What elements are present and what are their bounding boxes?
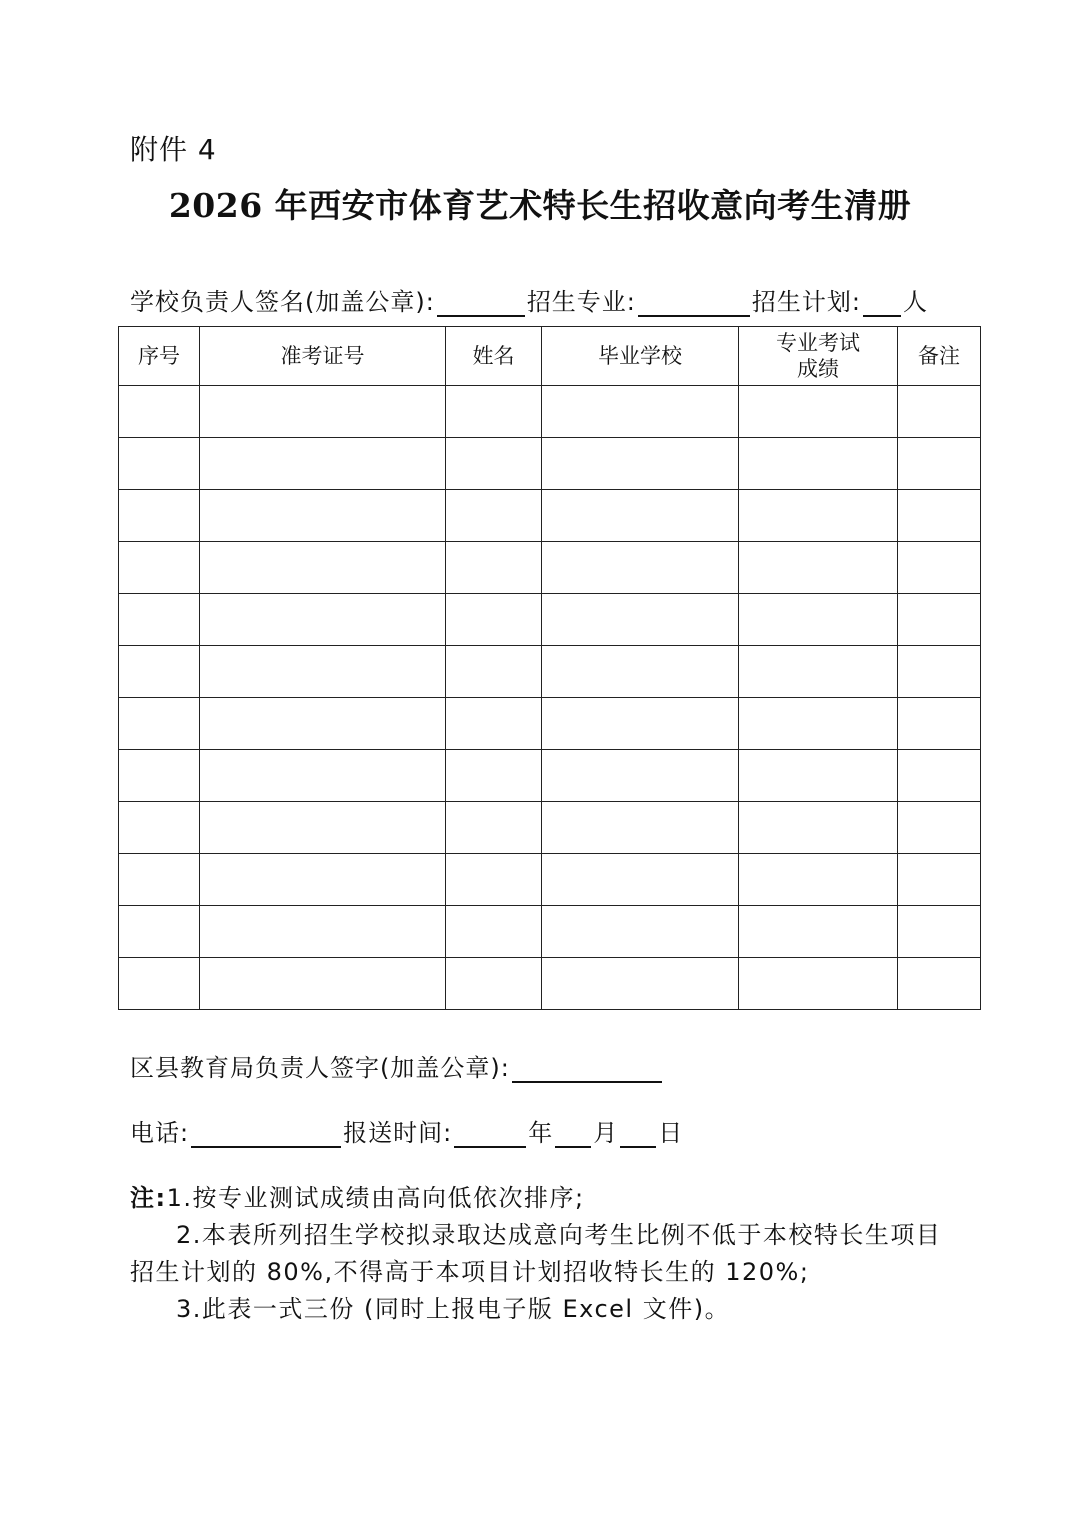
table-cell[interactable] [446,958,542,1010]
table-cell[interactable] [119,802,200,854]
table-body [119,386,981,1010]
plan-blank[interactable] [863,289,901,317]
note-item-3: 3.此表一式三份 (同时上报电子版 Excel 文件)。 [176,1295,731,1323]
table-cell[interactable] [739,698,898,750]
principal-signature-blank[interactable] [437,289,525,317]
note-item-2-line-1: 2.本表所列招生学校拟录取达成意向考生比例不低于本校特长生项目 [176,1221,942,1249]
table-cell[interactable] [119,646,200,698]
table-cell[interactable] [446,490,542,542]
table-cell[interactable] [200,802,446,854]
note-item-1 [130,1180,941,1217]
col-header-serial: 序号 [119,327,200,386]
table-row [119,906,981,958]
table-cell[interactable] [542,958,739,1010]
table-cell[interactable] [739,802,898,854]
table-cell[interactable] [446,802,542,854]
table-cell[interactable] [739,906,898,958]
table-cell[interactable] [898,438,981,490]
table-cell[interactable] [446,594,542,646]
year-label: 年 [528,1119,554,1147]
school-signature-row [130,282,928,317]
table-cell[interactable] [542,594,739,646]
table-cell[interactable] [898,854,981,906]
table-row [119,490,981,542]
table-cell[interactable] [446,854,542,906]
table-cell[interactable] [739,542,898,594]
table-cell[interactable] [542,438,739,490]
bureau-signature-label: 区县教育局负责人签字(加盖公章): [130,1054,510,1082]
table-cell[interactable] [898,542,981,594]
table-cell[interactable] [739,386,898,438]
table-cell[interactable] [200,698,446,750]
table-cell[interactable] [200,542,446,594]
table-cell[interactable] [898,802,981,854]
col-header-remarks: 备注 [898,327,981,386]
day-blank[interactable] [620,1120,656,1148]
major-blank[interactable] [638,289,750,317]
table-cell[interactable] [542,646,739,698]
table-cell[interactable] [542,698,739,750]
table-cell[interactable] [542,542,739,594]
table-row [119,542,981,594]
table-cell[interactable] [739,750,898,802]
table-cell[interactable] [446,542,542,594]
table-cell[interactable] [200,854,446,906]
table-row [119,386,981,438]
table-cell[interactable] [119,386,200,438]
table-cell[interactable] [898,906,981,958]
table-cell[interactable] [446,906,542,958]
table-cell[interactable] [119,698,200,750]
table-cell[interactable] [200,594,446,646]
table-cell[interactable] [446,750,542,802]
table-cell[interactable] [200,386,446,438]
bureau-signature-blank[interactable] [512,1055,662,1083]
table-cell[interactable] [119,438,200,490]
table-row [119,750,981,802]
table-cell[interactable] [119,542,200,594]
table-cell[interactable] [200,750,446,802]
table-cell[interactable] [898,646,981,698]
table-cell[interactable] [446,386,542,438]
month-label: 月 [593,1119,619,1147]
table-cell[interactable] [542,906,739,958]
table-row [119,802,981,854]
table-cell[interactable] [119,750,200,802]
day-label: 日 [658,1119,684,1147]
table-cell[interactable] [119,594,200,646]
plan-unit: 人 [903,288,928,316]
attachment-label: 附件 4 [130,133,217,166]
table-cell[interactable] [200,490,446,542]
table-cell[interactable] [898,490,981,542]
col-header-ticket-number: 准考证号 [200,327,446,386]
table-cell[interactable] [739,854,898,906]
table-cell[interactable] [898,698,981,750]
table-cell[interactable] [739,438,898,490]
table-cell[interactable] [542,490,739,542]
table-cell[interactable] [898,386,981,438]
table-cell[interactable] [739,490,898,542]
col-header-name: 姓名 [446,327,542,386]
note-item-2-line-2: 招生计划的 80%,不得高于本项目计划招收特长生的 120%; [130,1258,810,1286]
table-cell[interactable] [446,438,542,490]
table-cell[interactable] [739,958,898,1010]
notes-section [130,1180,941,1328]
table-cell[interactable] [739,646,898,698]
month-blank[interactable] [555,1120,591,1148]
table-row [119,594,981,646]
table-cell[interactable] [119,906,200,958]
principal-signature-label: 学校负责人签名(加盖公章): [130,288,435,316]
table-cell[interactable] [200,646,446,698]
table-cell[interactable] [446,698,542,750]
table-cell[interactable] [446,646,542,698]
phone-label: 电话: [130,1119,190,1147]
table-cell[interactable] [542,386,739,438]
table-row [119,958,981,1010]
table-cell[interactable] [542,854,739,906]
table-row [119,438,981,490]
note-item-1-text: 1.按专业测试成绩由高向低依次排序; [166,1184,585,1212]
table-cell[interactable] [119,490,200,542]
table-cell[interactable] [898,958,981,1010]
table-row [119,646,981,698]
col-header-exam-score: 专业考试 成绩 [739,327,898,386]
candidate-roster-table [118,326,981,1010]
table-row [119,854,981,906]
major-label: 招生专业: [526,288,636,316]
col-header-graduate-school: 毕业学校 [542,327,739,386]
table-cell[interactable] [200,438,446,490]
year-blank[interactable] [454,1120,526,1148]
submit-time-label: 报送时间: [343,1119,453,1147]
bureau-signature-row [130,1048,664,1083]
table-cell[interactable] [898,594,981,646]
phone-blank[interactable] [191,1120,341,1148]
table-header-row [119,327,981,386]
table-cell[interactable] [200,958,446,1010]
plan-label: 招生计划: [751,288,861,316]
table-cell[interactable] [542,750,739,802]
table-cell[interactable] [739,594,898,646]
document-title: 2026 年西安市体育艺术特长生招收意向考生清册 [168,186,912,225]
table-cell[interactable] [200,906,446,958]
table-row [119,698,981,750]
table-cell[interactable] [542,802,739,854]
table-cell[interactable] [119,854,200,906]
table-cell[interactable] [898,750,981,802]
phone-date-row [130,1113,683,1148]
notes-prefix: 注: [130,1184,167,1212]
table-cell[interactable] [119,958,200,1010]
